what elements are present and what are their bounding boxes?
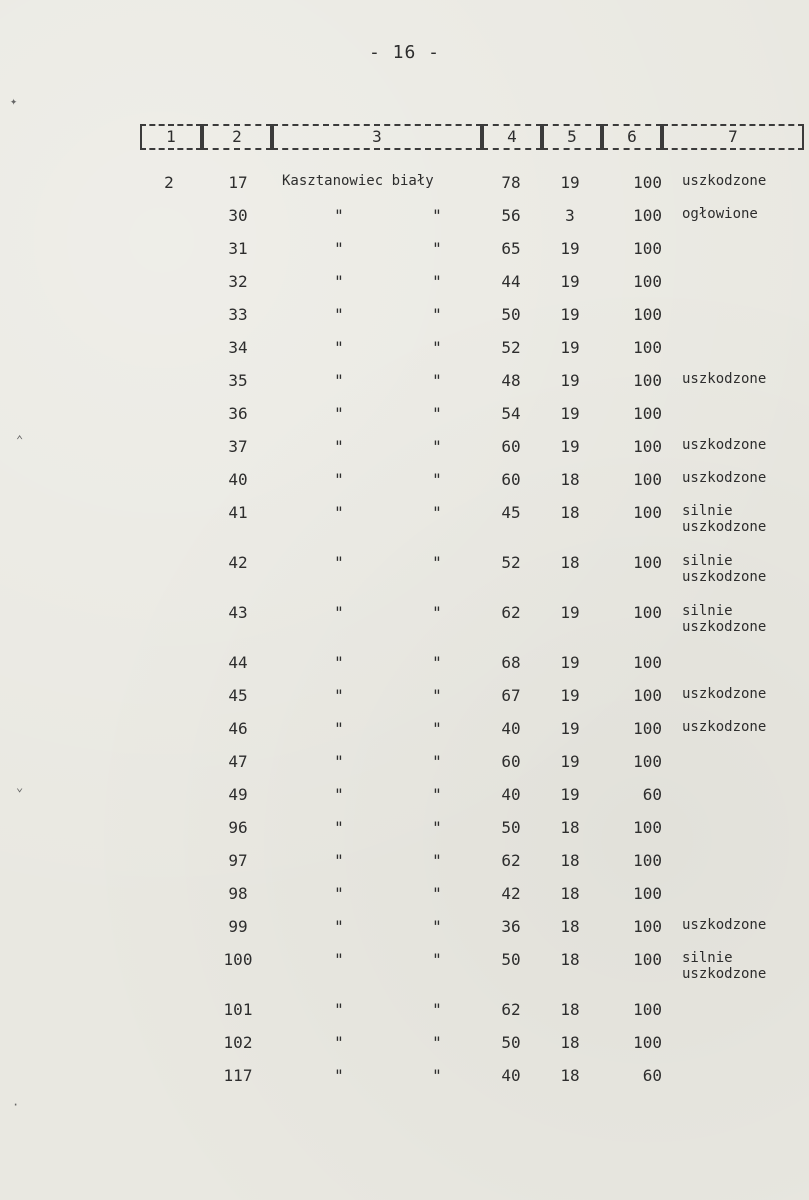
cell-c3m2: " [432, 371, 442, 390]
cell-c2: 96 [228, 818, 248, 837]
cell-c3m2: " [432, 719, 442, 738]
cell-c2: 102 [223, 1033, 253, 1052]
header-col-3: 3 [272, 124, 482, 150]
cell-c2: 42 [228, 553, 248, 572]
cell-c3m2: " [432, 437, 442, 456]
cell-c3m1: " [334, 603, 344, 622]
table-row [0, 1026, 809, 1059]
cell-c3m2: " [432, 1033, 442, 1052]
cell-c6: 60 [642, 785, 662, 804]
cell-c3m2: " [432, 404, 442, 423]
cell-c6: 100 [633, 404, 662, 423]
cell-c3m2: " [432, 553, 442, 572]
cell-c4: 36 [501, 917, 521, 936]
cell-c5: 19 [560, 272, 580, 291]
table-row [0, 778, 809, 811]
table-row [0, 397, 809, 430]
cell-c6: 100 [633, 305, 662, 324]
cell-c7: silnie uszkodzone [682, 603, 767, 635]
header-col-1: 1 [140, 124, 202, 150]
cell-c7: ogłowione [682, 206, 758, 222]
cell-c7: uszkodzone [682, 371, 767, 387]
cell-c4: 50 [501, 950, 521, 969]
cell-c4: 60 [501, 437, 521, 456]
cell-c5: 19 [560, 653, 580, 672]
cell-c3m1: " [334, 851, 344, 870]
cell-c4: 65 [501, 239, 521, 258]
cell-c3m1: " [334, 1033, 344, 1052]
cell-c3m2: " [432, 272, 442, 291]
scan-mark: ⌄ [16, 780, 24, 794]
cell-c3m2: " [432, 917, 442, 936]
cell-c3m2: " [432, 206, 442, 225]
cell-c3m1: " [334, 206, 344, 225]
cell-c7: uszkodzone [682, 917, 767, 933]
cell-c3m2: " [432, 338, 442, 357]
table-row [0, 331, 809, 364]
cell-c6: 60 [642, 1066, 662, 1085]
page-number: - 16 - [368, 42, 441, 63]
header-col-5: 5 [542, 124, 602, 150]
cell-c6: 100 [633, 603, 662, 622]
cell-c4: 40 [501, 785, 521, 804]
cell-c2: 36 [228, 404, 248, 423]
cell-c3m2: " [432, 686, 442, 705]
cell-c6: 100 [633, 884, 662, 903]
cell-c3m1: " [334, 553, 344, 572]
cell-c1: 2 [164, 173, 174, 192]
scan-mark: ✦ [10, 94, 18, 108]
table-row [0, 811, 809, 844]
cell-c4: 62 [501, 1000, 521, 1019]
cell-c3m2: " [432, 470, 442, 489]
cell-c2: 97 [228, 851, 248, 870]
cell-c6: 100 [633, 503, 662, 522]
cell-c3m2: " [432, 603, 442, 622]
table-row [0, 364, 809, 397]
table-row [0, 430, 809, 463]
cell-c3m1: " [334, 503, 344, 522]
cell-c5: 18 [560, 553, 580, 572]
cell-c3m2: " [432, 818, 442, 837]
cell-c2: 99 [228, 917, 248, 936]
cell-c4: 60 [501, 470, 521, 489]
cell-c6: 100 [633, 1000, 662, 1019]
cell-c3m1: " [334, 305, 344, 324]
cell-c2: 40 [228, 470, 248, 489]
table-row [0, 596, 809, 646]
table-row [0, 463, 809, 496]
cell-c5: 19 [560, 239, 580, 258]
cell-c3m2: " [432, 851, 442, 870]
header-col-2: 2 [202, 124, 272, 150]
cell-c4: 67 [501, 686, 521, 705]
cell-c3m2: " [432, 503, 442, 522]
cell-c4: 78 [501, 173, 521, 192]
table-row [0, 166, 809, 199]
cell-c6: 100 [633, 553, 662, 572]
table-row [0, 745, 809, 778]
scan-mark: · [12, 1098, 20, 1112]
cell-c3a: Kasztanowiec biały [282, 173, 434, 189]
cell-c5: 19 [560, 752, 580, 771]
cell-c6: 100 [633, 239, 662, 258]
cell-c2: 47 [228, 752, 248, 771]
cell-c5: 18 [560, 851, 580, 870]
cell-c6: 100 [633, 206, 662, 225]
cell-c6: 100 [633, 917, 662, 936]
cell-c3m1: " [334, 785, 344, 804]
cell-c2: 49 [228, 785, 248, 804]
cell-c4: 42 [501, 884, 521, 903]
cell-c5: 19 [560, 305, 580, 324]
cell-c5: 19 [560, 785, 580, 804]
cell-c5: 18 [560, 503, 580, 522]
cell-c3m1: " [334, 1066, 344, 1085]
cell-c2: 34 [228, 338, 248, 357]
cell-c6: 100 [633, 437, 662, 456]
cell-c4: 40 [501, 1066, 521, 1085]
cell-c5: 18 [560, 1000, 580, 1019]
cell-c3m1: " [334, 371, 344, 390]
cell-c3m1: " [334, 404, 344, 423]
cell-c6: 100 [633, 371, 662, 390]
cell-c5: 18 [560, 470, 580, 489]
cell-c3m1: " [334, 818, 344, 837]
cell-c2: 41 [228, 503, 248, 522]
cell-c3m1: " [334, 470, 344, 489]
cell-c6: 100 [633, 719, 662, 738]
cell-c6: 100 [633, 653, 662, 672]
table-row [0, 993, 809, 1026]
cell-c2: 98 [228, 884, 248, 903]
cell-c3m1: " [334, 719, 344, 738]
cell-c3m1: " [334, 950, 344, 969]
cell-c3m2: " [432, 950, 442, 969]
cell-c5: 3 [565, 206, 575, 225]
cell-c6: 100 [633, 470, 662, 489]
table-row [0, 943, 809, 993]
cell-c2: 33 [228, 305, 248, 324]
cell-c3m1: " [334, 884, 344, 903]
cell-c4: 52 [501, 553, 521, 572]
cell-c7: uszkodzone [682, 719, 767, 735]
cell-c3m1: " [334, 917, 344, 936]
cell-c3m2: " [432, 752, 442, 771]
cell-c6: 100 [633, 173, 662, 192]
table-row [0, 232, 809, 265]
cell-c5: 19 [560, 404, 580, 423]
cell-c4: 60 [501, 752, 521, 771]
cell-c2: 46 [228, 719, 248, 738]
cell-c3m2: " [432, 785, 442, 804]
cell-c6: 100 [633, 851, 662, 870]
cell-c5: 18 [560, 818, 580, 837]
cell-c3m1: " [334, 338, 344, 357]
cell-c5: 18 [560, 917, 580, 936]
cell-c2: 101 [223, 1000, 253, 1019]
cell-c6: 100 [633, 818, 662, 837]
cell-c6: 100 [633, 686, 662, 705]
cell-c4: 62 [501, 603, 521, 622]
cell-c3m2: " [432, 239, 442, 258]
table-row [0, 844, 809, 877]
cell-c5: 18 [560, 950, 580, 969]
cell-c4: 48 [501, 371, 521, 390]
cell-c2: 30 [228, 206, 248, 225]
table-row [0, 646, 809, 679]
cell-c6: 100 [633, 1033, 662, 1052]
cell-c4: 44 [501, 272, 521, 291]
cell-c3m1: " [334, 272, 344, 291]
cell-c4: 56 [501, 206, 521, 225]
cell-c2: 37 [228, 437, 248, 456]
cell-c2: 32 [228, 272, 248, 291]
cell-c2: 17 [228, 173, 248, 192]
table-body [0, 166, 809, 1092]
cell-c5: 18 [560, 1066, 580, 1085]
cell-c5: 19 [560, 437, 580, 456]
cell-c6: 100 [633, 752, 662, 771]
header-col-4: 4 [482, 124, 542, 150]
table-row [0, 1059, 809, 1092]
cell-c2: 45 [228, 686, 248, 705]
cell-c3m2: " [432, 1066, 442, 1085]
table-row [0, 546, 809, 596]
cell-c3m1: " [334, 752, 344, 771]
table-row [0, 910, 809, 943]
cell-c5: 19 [560, 603, 580, 622]
cell-c3m1: " [334, 653, 344, 672]
table-row [0, 877, 809, 910]
cell-c4: 62 [501, 851, 521, 870]
table-row [0, 679, 809, 712]
cell-c2: 44 [228, 653, 248, 672]
cell-c4: 50 [501, 305, 521, 324]
cell-c3m2: " [432, 653, 442, 672]
cell-c7: silnie uszkodzone [682, 553, 767, 585]
cell-c4: 40 [501, 719, 521, 738]
cell-c5: 19 [560, 686, 580, 705]
cell-c2: 35 [228, 371, 248, 390]
table-row [0, 712, 809, 745]
table-row [0, 265, 809, 298]
cell-c2: 31 [228, 239, 248, 258]
cell-c7: uszkodzone [682, 437, 767, 453]
cell-c5: 19 [560, 371, 580, 390]
cell-c3m1: " [334, 239, 344, 258]
cell-c3m2: " [432, 884, 442, 903]
cell-c7: uszkodzone [682, 686, 767, 702]
cell-c3m1: " [334, 437, 344, 456]
cell-c6: 100 [633, 950, 662, 969]
table-row [0, 496, 809, 546]
cell-c4: 50 [501, 1033, 521, 1052]
table-row [0, 199, 809, 232]
cell-c3m2: " [432, 305, 442, 324]
header-col-7: 7 [662, 124, 804, 150]
cell-c6: 100 [633, 338, 662, 357]
cell-c2: 43 [228, 603, 248, 622]
cell-c3m1: " [334, 686, 344, 705]
table-header [140, 124, 804, 150]
cell-c5: 18 [560, 1033, 580, 1052]
cell-c7: uszkodzone [682, 173, 767, 189]
cell-c4: 54 [501, 404, 521, 423]
scan-mark: ⌃ [16, 433, 24, 447]
cell-c6: 100 [633, 272, 662, 291]
cell-c5: 19 [560, 719, 580, 738]
cell-c4: 45 [501, 503, 521, 522]
cell-c4: 52 [501, 338, 521, 357]
cell-c2: 100 [223, 950, 253, 969]
cell-c3m1: " [334, 1000, 344, 1019]
cell-c5: 19 [560, 338, 580, 357]
cell-c7: silnie uszkodzone [682, 503, 767, 535]
cell-c3m2: " [432, 1000, 442, 1019]
cell-c2: 117 [223, 1066, 253, 1085]
cell-c5: 18 [560, 884, 580, 903]
cell-c5: 19 [560, 173, 580, 192]
header-col-6: 6 [602, 124, 662, 150]
cell-c4: 68 [501, 653, 521, 672]
cell-c7: silnie uszkodzone [682, 950, 767, 982]
cell-c4: 50 [501, 818, 521, 837]
cell-c7: uszkodzone [682, 470, 767, 486]
table-row [0, 298, 809, 331]
